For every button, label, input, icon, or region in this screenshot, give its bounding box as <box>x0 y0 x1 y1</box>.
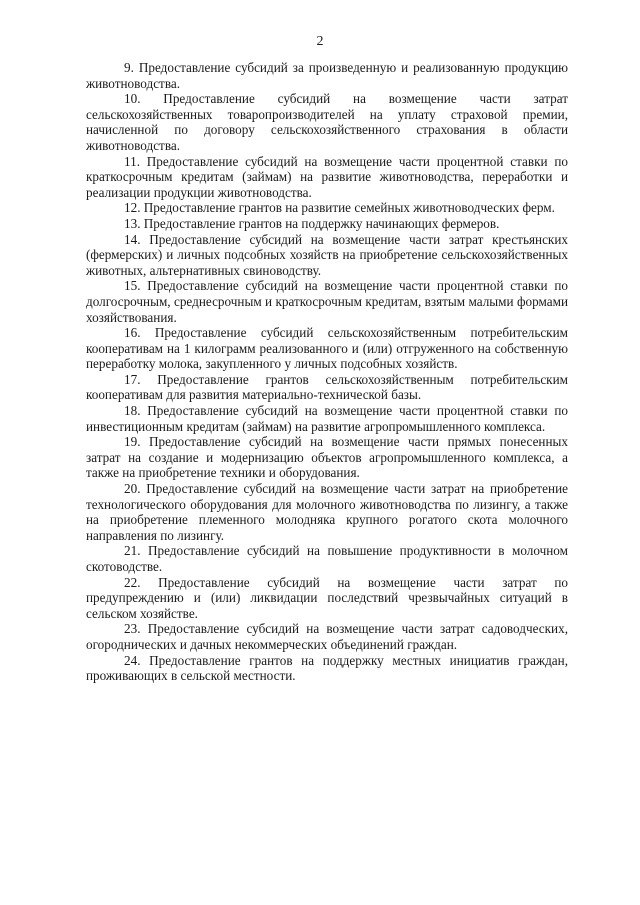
list-item: 19. Предоставление субсидий на возмещение части прямых понесенных затрат на создание и модернизацию объектов агропромышленного комплекса, а также на приобретение техники и оборудования. <box>86 434 568 481</box>
page-number: 2 <box>316 34 324 49</box>
list-item: 23. Предоставление субсидий на возмещение части затрат садоводческих, огороднических и дачных некоммерческих объединений граждан. <box>86 621 568 652</box>
list-item: 13. Предоставление грантов на поддержку начинающих фермеров. <box>124 215 500 231</box>
list-item: 16. Предоставление субсидий сельскохозяйственным потребительским кооперативам на 1 килограмм реализованного и (или) отгруженного на собственную переработку молока, закупленного у личных подсобных хозяйств. <box>86 325 568 372</box>
list-item: 9. Предоставление субсидий за произведенную и реализованную продукцию животноводства. <box>86 60 568 91</box>
list-item: 14. Предоставление субсидий на возмещение части затрат крестьянских (фермерских) и личных подсобных хозяйств на приобретение сельскохозяйственных животных, альтернативных свиноводству. <box>86 231 568 278</box>
list-item: 10. Предоставление субсидий на возмещение части затрат сельскохозяйственных товаропроизводителей на уплату страховой премии, начисленной по договору сельскохозяйственного страхования в области животноводства. <box>86 91 568 153</box>
list-item: 18. Предоставление субсидий на возмещение части процентной ставки по инвестиционным кредитам (займам) на развитие агропромышленного комплекса. <box>86 403 568 434</box>
list-item: 12. Предоставление грантов на развитие семейных животноводческих ферм. <box>124 200 555 216</box>
list-item: 20. Предоставление субсидий на возмещение части затрат на приобретение технологического оборудования для молочного животноводства по лизингу, а также на приобретение племенного молодняка крупного рогатого скота молочного направления по лизингу. <box>86 481 568 543</box>
list-item: 17. Предоставление грантов сельскохозяйственным потребительским кооперативам для развития материально-технической базы. <box>86 371 568 403</box>
document-body <box>86 60 568 684</box>
list-item: 11. Предоставление субсидий на возмещение части процентной ставки по краткосрочным кредитам (займам) на развитие животноводства, переработки и реализации продукции животноводства. <box>86 153 568 200</box>
list-item: 24. Предоставление грантов на поддержку местных инициатив граждан, проживающих в сельской местности. <box>86 652 568 684</box>
list-item: 21. Предоставление субсидий на повышение продуктивности в молочном скотоводстве. <box>86 543 568 574</box>
list-item: 15. Предоставление субсидий на возмещение части процентной ставки по долгосрочным, среднесрочным и краткосрочным кредитам, взятым малыми формами хозяйствования. <box>86 278 568 325</box>
list-item: 22. Предоставление субсидий на возмещение части затрат по предупреждению и (или) ликвидации последствий чрезвычайных ситуаций в сельском хозяйстве. <box>86 574 568 621</box>
